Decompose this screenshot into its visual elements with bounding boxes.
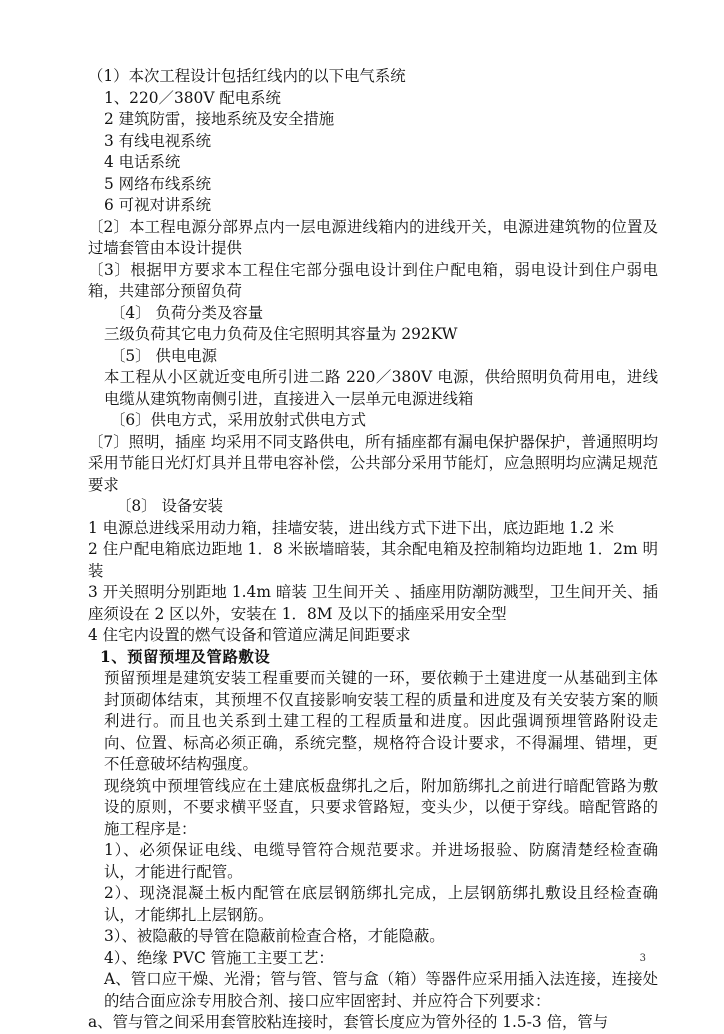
list-item: 1、220／380V 配电系统 xyxy=(104,88,281,107)
subheading: 〔8〕 设备安装 xyxy=(116,497,224,515)
paragraph: 三级负荷其它电力负荷及住宅照明其容量为 292KW xyxy=(104,325,458,343)
list-item: 2 建筑防雷，接地系统及安全措施 xyxy=(104,110,335,128)
page-number: 3 xyxy=(639,953,646,964)
list-item: 6 可视对讲系统 xyxy=(104,196,212,214)
paragraph: 4 住宅内设置的燃气设备和管道应满足间距要求 xyxy=(88,626,411,644)
paragraph: 2 住户配电箱底边距地 1．8 米嵌墙暗装，其余配电箱及控制箱均边距地 1．2m 明装 xyxy=(88,540,658,580)
paragraph: 4）、绝缘 PVC 管施工主要工艺： xyxy=(104,948,334,967)
paragraph: 3 开关照明分别距地 1.4m 暗装 卫生间开关 、插座用防潮防溅型，卫生间开关、插座须设在 2 区以外，安装在 1．8M 及以下的插座采用安全型 xyxy=(88,583,658,623)
paragraph: a、管与管之间采用套管胶粘连接时，套管长度应为管外径的 1.5-3 倍，管与 xyxy=(88,1013,609,1031)
paragraph: 预留预埋是建筑安装工程重要而关键的一环，要依赖于土建进度一从基础到主体封顶砌体结束，其预埋不仅直接影响安装工程的质量和进度及有关安装方案的顺利进行。而且也关系到土建工程的工程质量和进度。因此强调预埋管路附设走向、位置、标高必须正确，系统完整，规格符合设计要求，不得漏埋、错埋，更不任意破坏结构强度。 xyxy=(104,669,658,773)
list-item: 3 有线电视系统 xyxy=(104,131,212,150)
paragraph: 2）、现浇混凝土板内配管在底层钢筋绑扎完成，上层钢筋绑扎敷设且经检查确认，才能绑扎上层钢筋。 xyxy=(104,884,658,924)
subheading: 〔5〕 供电电源 xyxy=(110,346,218,365)
subheading: 〔4〕 负荷分类及容量 xyxy=(110,303,264,322)
section-intro: （1）本次工程设计包括红线内的以下电气系统 xyxy=(88,67,406,85)
paragraph: 〔7〕照明，插座 均采用不同支路供电，所有插座都有漏电保护器保护，普通照明均采用节能日光灯灯具并且带电容补偿，公共部分采用节能灯，应急照明均应满足规范要求 xyxy=(88,432,658,494)
section-heading: 1、预留预埋及管路敷设 xyxy=(100,647,271,666)
paragraph: 1）、必须保证电线、电缆导管符合规范要求。并进场报验、防腐清楚经检查确认，才能进行配管。 xyxy=(104,841,658,881)
list-item: 5 网络布线系统 xyxy=(104,174,212,193)
paragraph: 3）、被隐蔽的导管在隐蔽前检查合格，才能隐蔽。 xyxy=(104,927,445,945)
paragraph: 〔2〕本工程电源分部界点内一层电源进线箱内的进线开关，电源进建筑物的位置及过墙套管由本设计提供 xyxy=(88,217,658,257)
subheading: 〔6〕供电方式，采用放射式供电方式 xyxy=(110,411,367,429)
list-item: 4 电话系统 xyxy=(104,153,181,171)
paragraph: 1 电源总进线采用动力箱，挂墙安装，进出线方式下进下出，底边距地 1.2 米 xyxy=(88,518,615,537)
paragraph: A、管口应干燥、光滑；管与管、管与盒（箱）等器件应采用插入法连接，连接处的结合面应涂专用胶合剂、接口应牢固密封、并应符合下列要求： xyxy=(104,970,658,1010)
document-body xyxy=(70,66,658,1034)
paragraph: 本工程从小区就近变电所引进二路 220／380V 电源，供给照明负荷用电，进线电缆从建筑物南侧引进，直接进入一层单元电源进线箱 xyxy=(104,368,658,408)
paragraph: 现绕筑中预埋管线应在土建底板盘绑扎之后，附加筋绑扎之前进行暗配管路为敷设的原则，不要求横平竖直，只要求管路短，变头少，以便于穿线。暗配管路的施工程序是： xyxy=(104,776,658,838)
paragraph: 〔3〕根据甲方要求本工程住宅部分强电设计到住户配电箱，弱电设计到住户弱电箱，共建部分预留负荷 xyxy=(88,260,658,300)
